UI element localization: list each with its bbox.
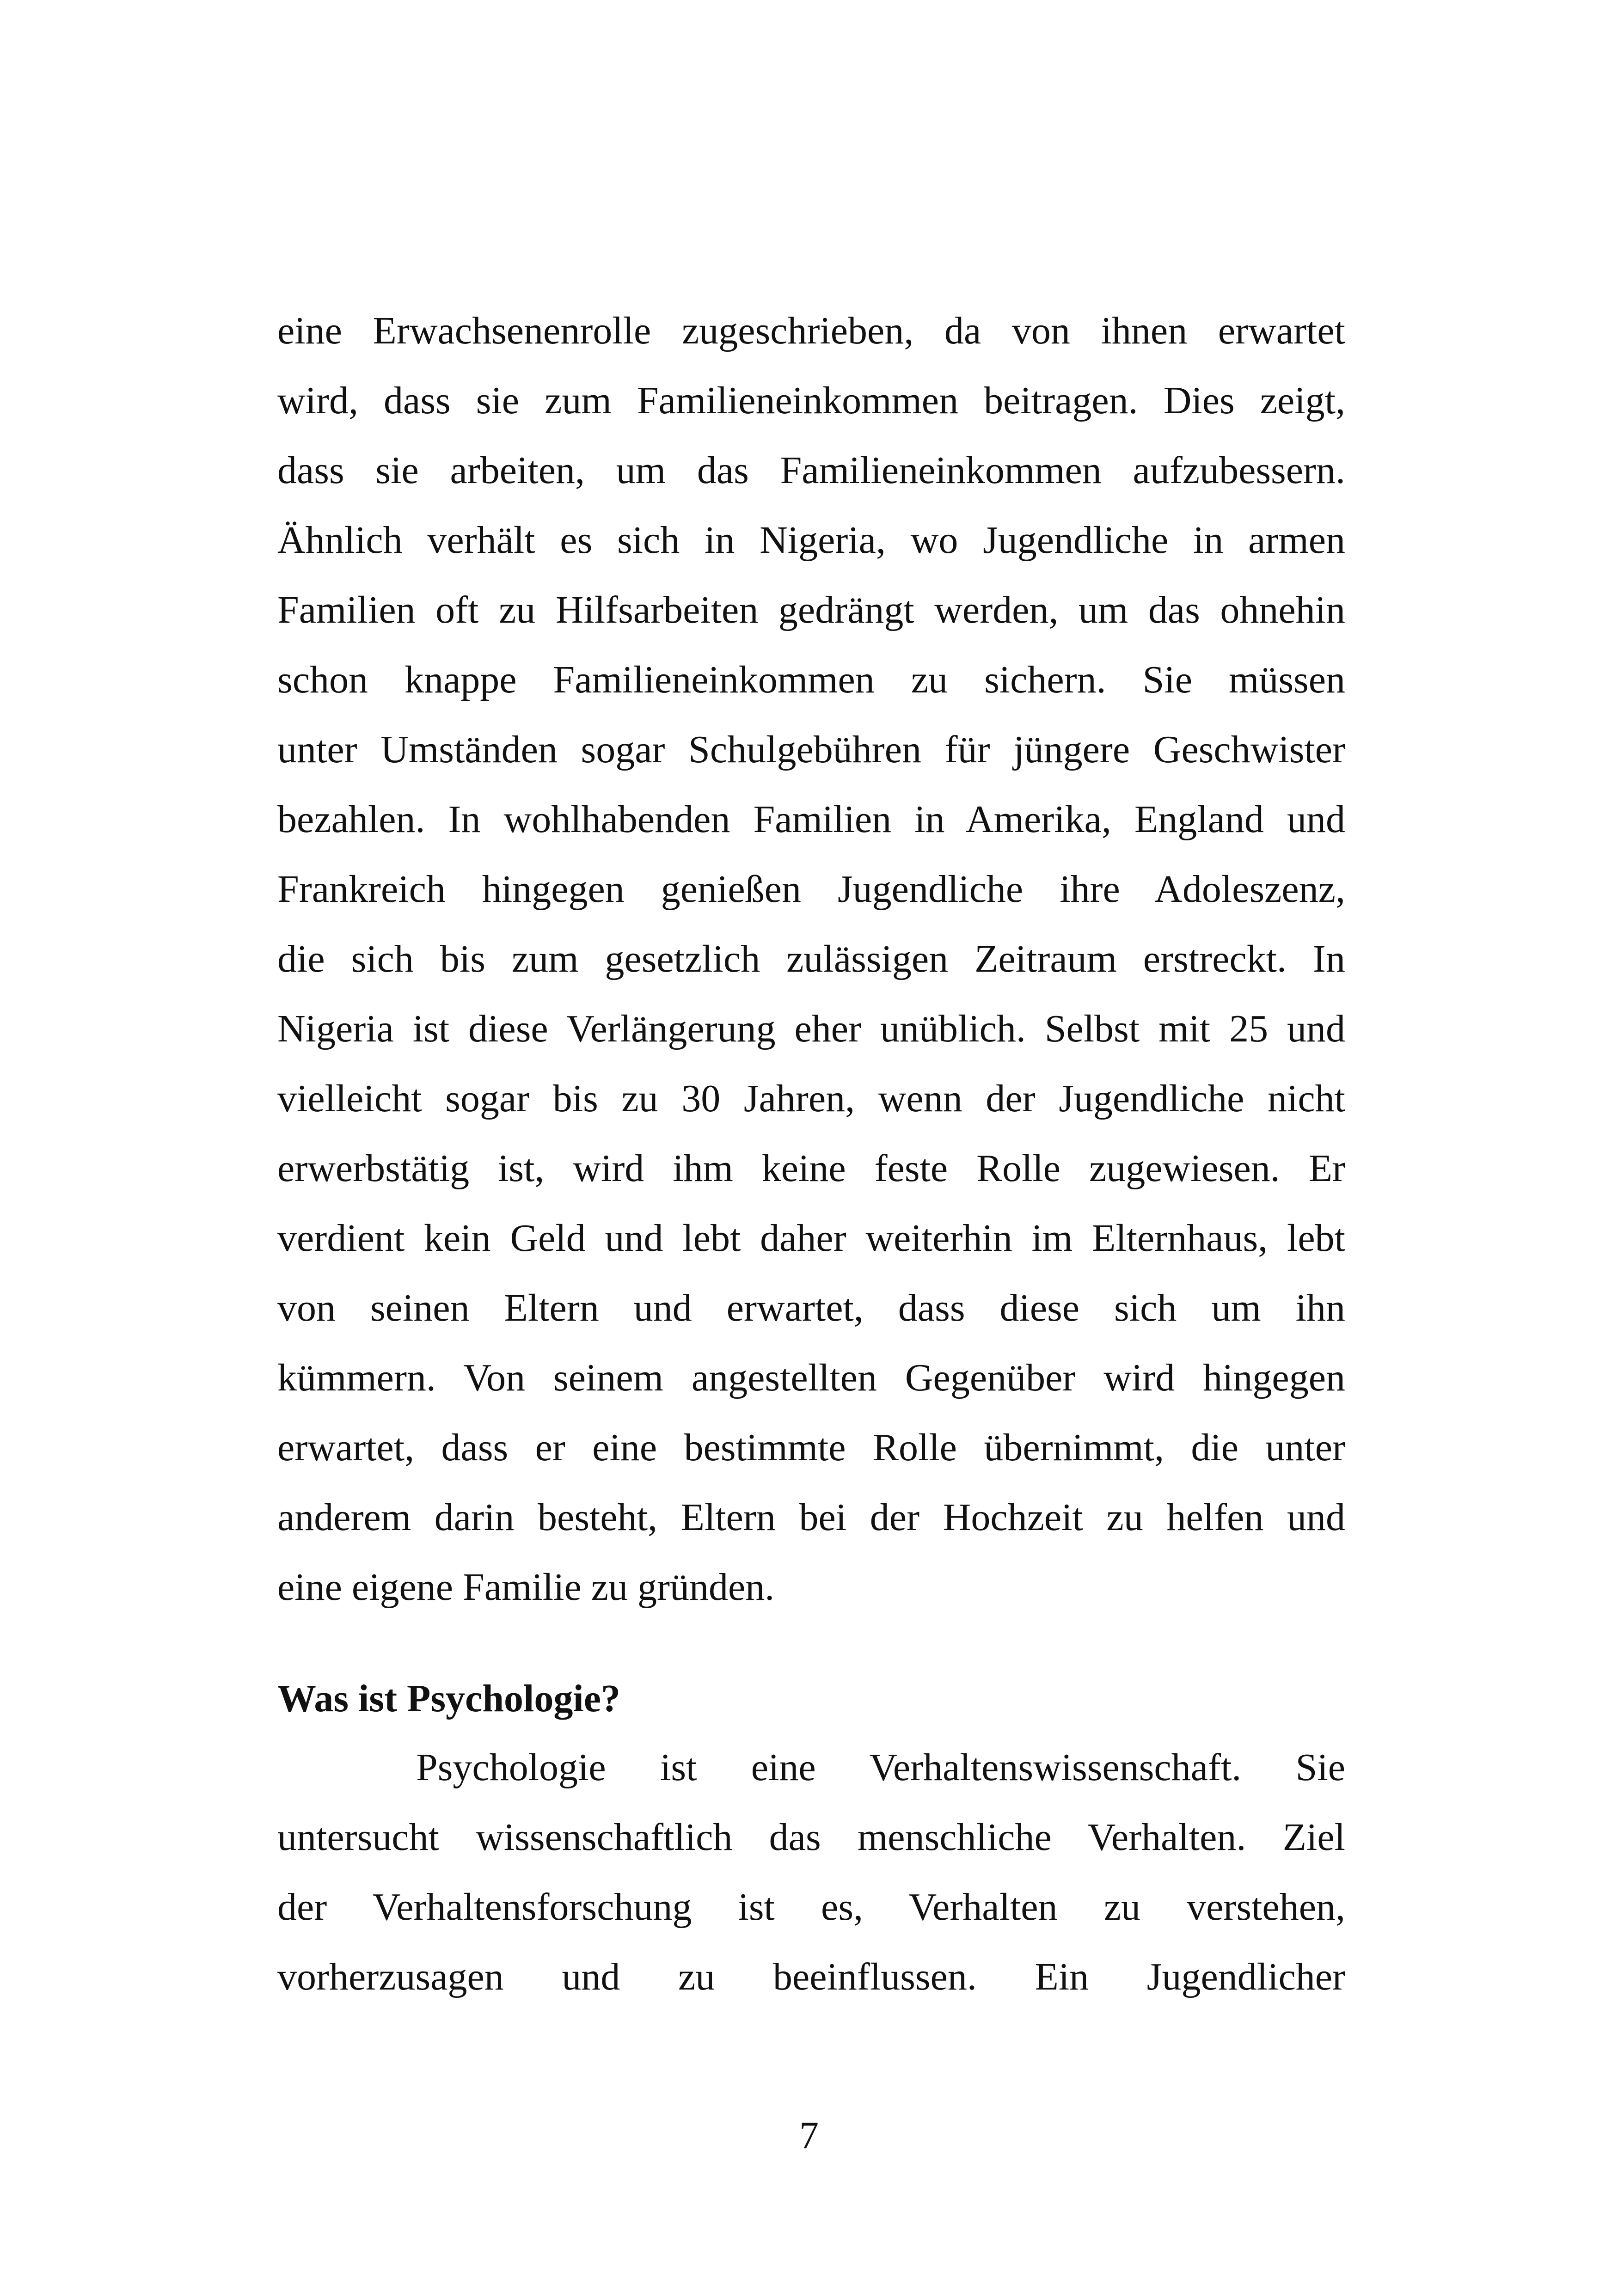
text-line: vorherzusagen und zu beeinflussen. Ein Jugendlicher (277, 1955, 1345, 1998)
text-line: Nigeria ist diese Verlängerung eher unüblich. Selbst mit 25 und (277, 1007, 1345, 1050)
text-line: vielleicht sogar bis zu 30 Jahren, wenn der Jugendliche nicht (277, 1077, 1345, 1120)
text-line: schon knappe Familieneinkommen zu sichern. Sie müssen (277, 658, 1345, 701)
text-line: untersucht wissenschaftlich das menschliche Verhalten. Ziel (277, 1816, 1345, 1859)
text-line: Ähnlich verhält es sich in Nigeria, wo Jugendliche in armen (277, 519, 1345, 562)
text-line: von seinen Eltern und erwartet, dass diese sich um ihn (277, 1286, 1345, 1329)
text-line: Psychologie ist eine Verhaltenswissenschaft. Sie (416, 1746, 1345, 1789)
body-paragraph (277, 296, 1345, 1622)
section-heading: Was ist Psychologie? (277, 1677, 621, 1720)
text-line: eine Erwachsenenrolle zugeschrieben, da von ihnen erwartet (277, 309, 1345, 352)
text-line: Frankreich hingegen genießen Jugendliche ihre Adoleszenz, (277, 868, 1345, 911)
text-line: wird, dass sie zum Familieneinkommen beitragen. Dies zeigt, (277, 379, 1345, 422)
text-line: verdient kein Geld und lebt daher weiterhin im Elternhaus, lebt (277, 1217, 1345, 1260)
text-line: eine eigene Familie zu gründen. (277, 1566, 775, 1609)
text-line: dass sie arbeiten, um das Familieneinkommen aufzubessern. (277, 449, 1345, 492)
text-line: bezahlen. In wohlhabenden Familien in Amerika, England und (277, 798, 1345, 841)
text-line: anderem darin besteht, Eltern bei der Hochzeit zu helfen und (277, 1496, 1345, 1539)
text-line: kümmern. Von seinem angestellten Gegenüber wird hingegen (277, 1356, 1345, 1399)
text-line: die sich bis zum gesetzlich zulässigen Zeitraum erstreckt. In (277, 937, 1345, 980)
text-line: erwerbstätig ist, wird ihm keine feste Rolle zugewiesen. Er (277, 1147, 1345, 1190)
text-line: erwartet, dass er eine bestimmte Rolle übernimmt, die unter (277, 1426, 1345, 1469)
text-line: Familien oft zu Hilfsarbeiten gedrängt werden, um das ohnehin (277, 588, 1345, 631)
page-number: 7 (799, 2114, 819, 2157)
text-line: unter Umständen sogar Schulgebühren für jüngere Geschwister (277, 728, 1345, 771)
section-paragraph (277, 1733, 1345, 2012)
text-line: der Verhaltensforschung ist es, Verhalten zu verstehen, (277, 1886, 1345, 1929)
